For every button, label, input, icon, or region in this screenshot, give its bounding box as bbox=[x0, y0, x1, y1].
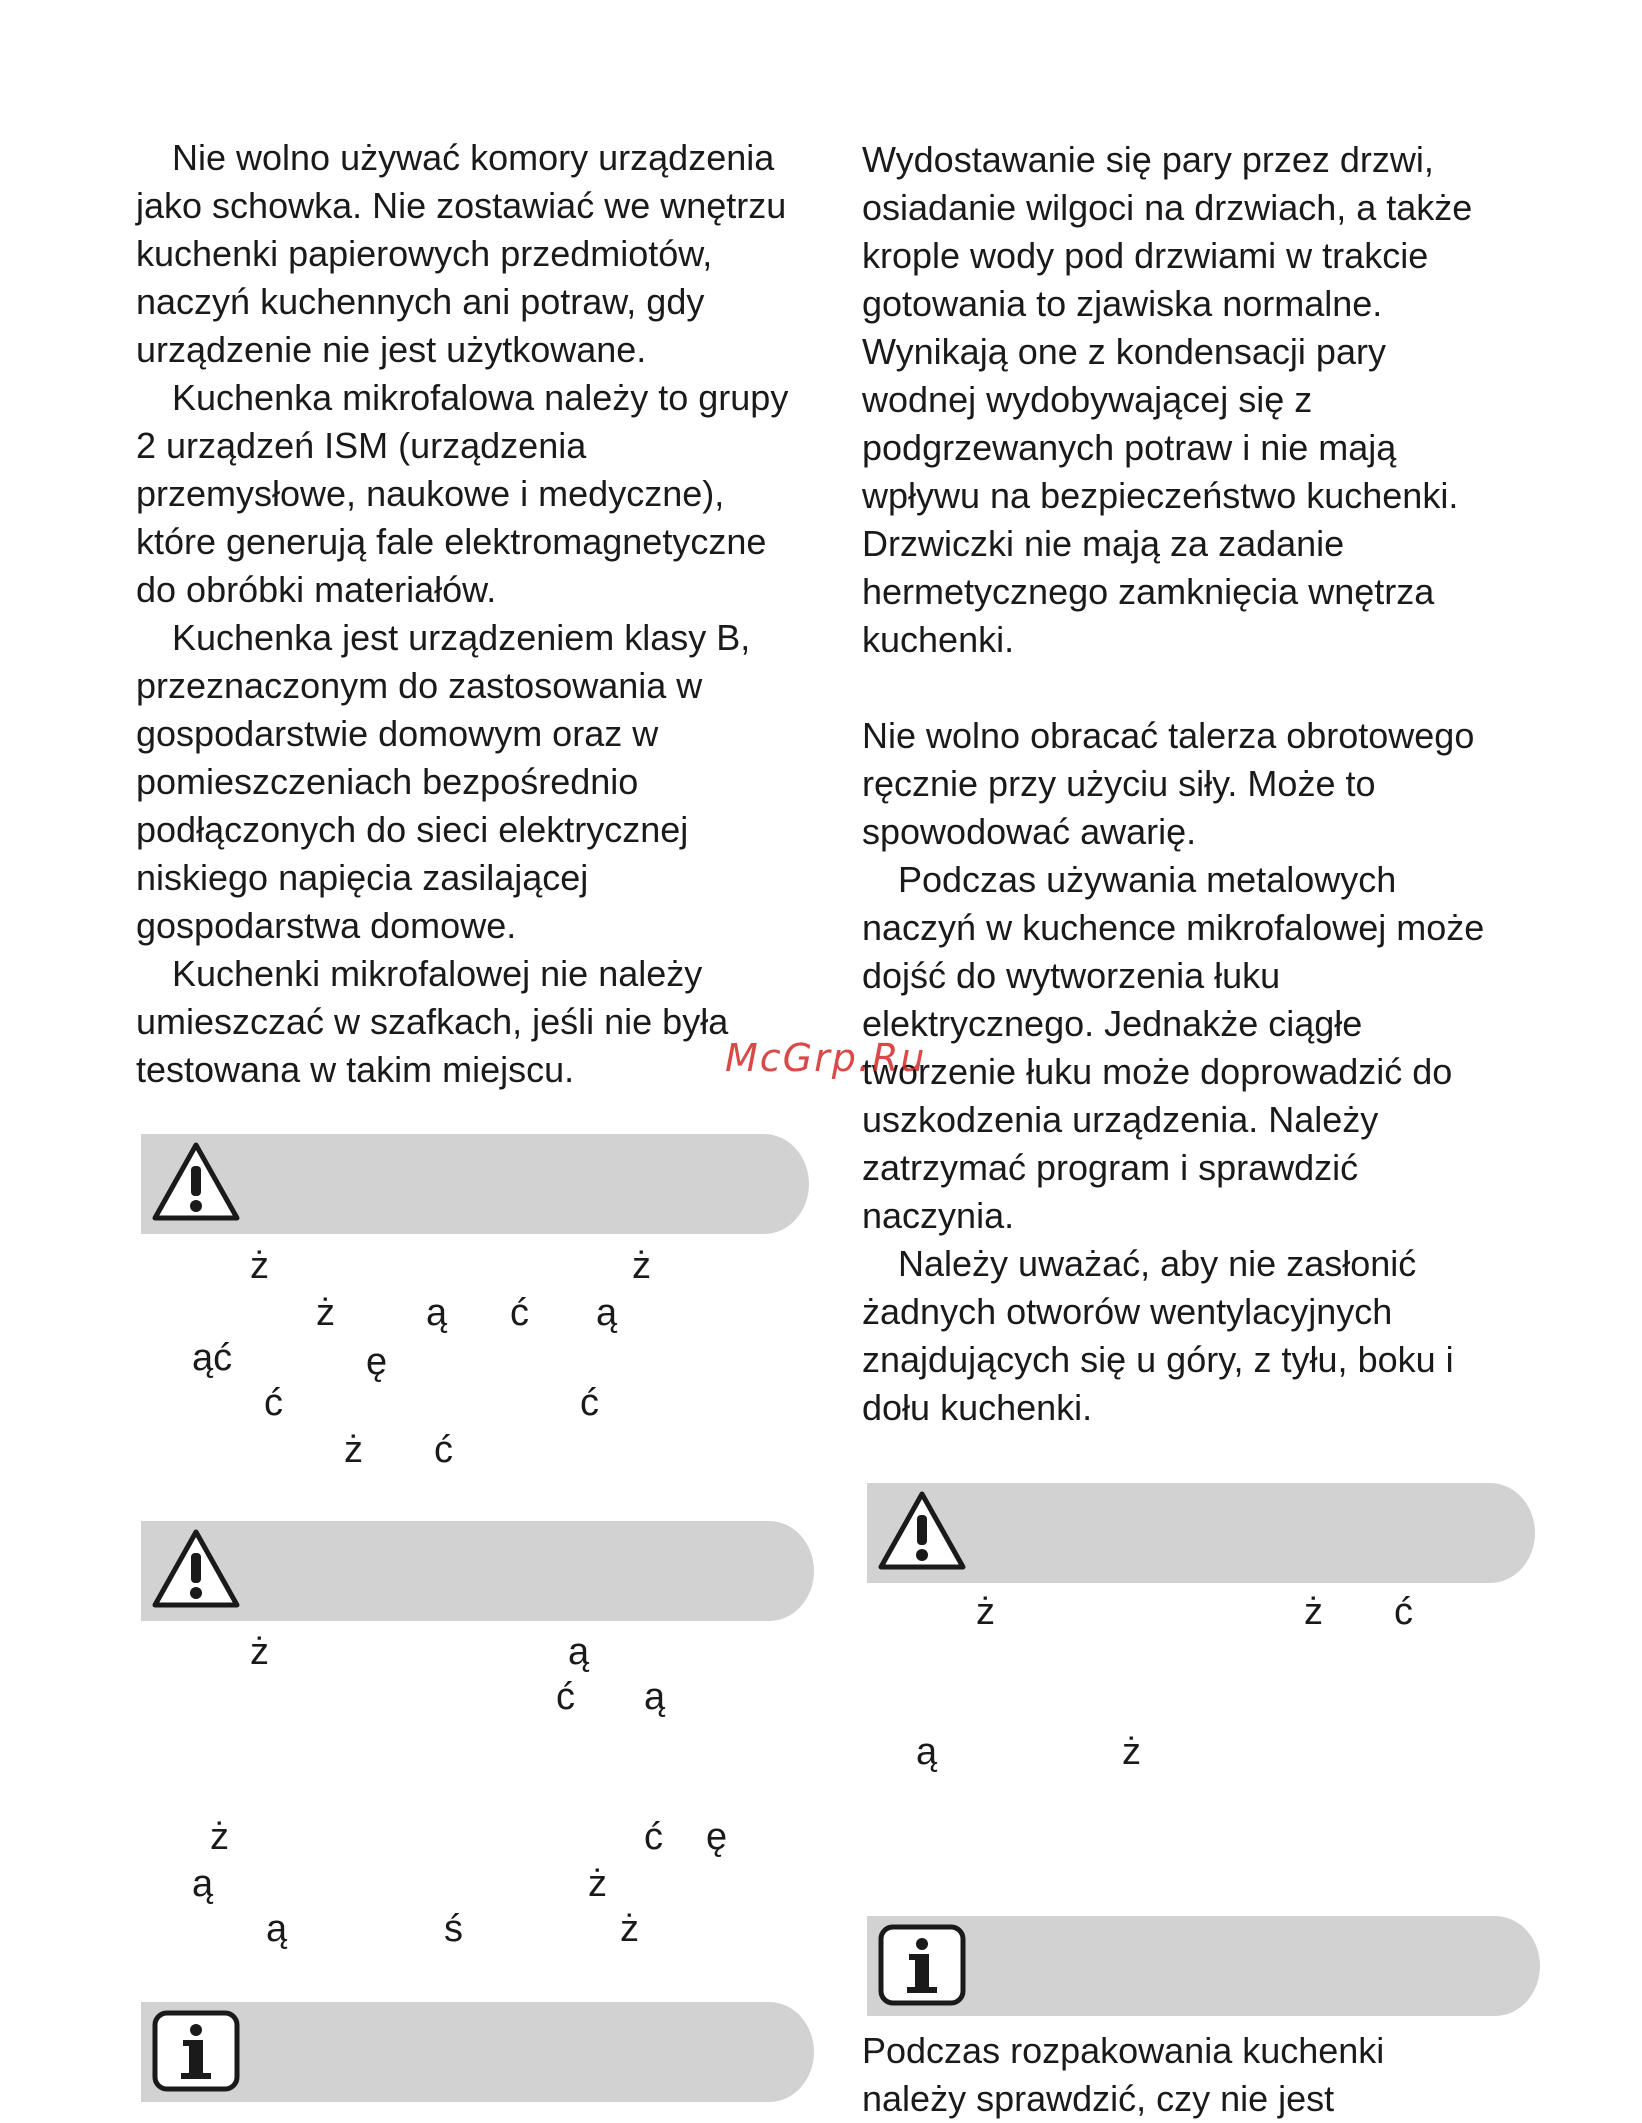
glyph: ż bbox=[632, 1245, 651, 1287]
warning-triangle-icon bbox=[150, 1140, 242, 1224]
glyph: ż bbox=[588, 1863, 607, 1905]
glyph: ż bbox=[316, 1292, 335, 1334]
glyph: ż bbox=[250, 1245, 269, 1287]
glyph: ąć bbox=[192, 1337, 233, 1379]
watermark: McGrp.Ru bbox=[725, 1036, 927, 1080]
paragraph-steam: Wydostawanie się pary przez drzwi, osiadanie wilgoci na drzwiach, a także krople wody pod drzwiami w trakcie gotowania to zjawiska normalne. Wynikają one z kondensacji pary wodnej wydobywającej się z podgrzewanych potraw i nie mają wpływu na bezpieczeństwo kuchenki. Drzwiczki nie mają za zadanie hermetycznego zamknięcia wnętrza kuchenki. bbox=[862, 139, 1473, 660]
glyph: ą bbox=[568, 1631, 590, 1673]
glyph: ę bbox=[706, 1816, 728, 1858]
glyph: ą bbox=[644, 1676, 666, 1718]
glyph: ć bbox=[644, 1816, 663, 1858]
paragraph-ism-group: Kuchenka mikrofalowa należy to grupy 2 urządzeń ISM (urządzenia przemysłowe, naukowe i medyczne), które generują fale elektromagnetyczne do obróbki materiałów. bbox=[136, 377, 789, 610]
paragraph-cabinets: Kuchenki mikrofalowej nie należy umieszczać w szafkach, jeśli nie była testowana w takim miejscu. bbox=[136, 953, 729, 1090]
info-icon bbox=[152, 2010, 240, 2092]
glyph: ż bbox=[210, 1816, 229, 1858]
glyph: ż bbox=[1304, 1591, 1323, 1633]
warning-triangle-icon bbox=[876, 1489, 968, 1573]
paragraph-class-b: Kuchenka jest urządzeniem klasy B, przeznaczonym do zastosowania w gospodarstwie domowym oraz w pomieszczeniach bezpośrednio podłączonych do sieci elektrycznej niskiego napięcia zasilającej gospodarstwa domowe. bbox=[136, 617, 751, 946]
glyph: ć bbox=[556, 1676, 575, 1718]
paragraph-metal-arcing: Podczas używania metalowych naczyń w kuchence mikrofalowej może dojść do wytworzenia łuku elektrycznego. Jednakże ciągłe tworzenie łuku może doprowadzić do uszkodzenia urządzenia. Należy zatrzymać program i sprawdzić naczynia. bbox=[862, 859, 1485, 1236]
left-column bbox=[136, 134, 826, 1094]
paragraph-ventilation: Należy uważać, aby nie zasłonić żadnych otworów wentylacyjnych znajdujących się u góry, z tyłu, boku i dołu kuchenki. bbox=[862, 1243, 1454, 1428]
right-column bbox=[862, 136, 1562, 1432]
glyph: ż bbox=[620, 1908, 639, 1950]
glyph: ę bbox=[366, 1341, 388, 1383]
glyph: ć bbox=[264, 1382, 283, 1424]
glyph: ć bbox=[434, 1429, 453, 1471]
glyph: ż bbox=[250, 1631, 269, 1673]
glyph: ą bbox=[192, 1863, 214, 1905]
glyph: ą bbox=[266, 1908, 288, 1950]
glyph: ą bbox=[596, 1292, 618, 1334]
glyph: ą bbox=[426, 1292, 448, 1334]
info-box-2 bbox=[867, 1916, 1540, 2016]
glyph: ą bbox=[916, 1731, 938, 1773]
paragraph-turntable: Nie wolno obracać talerza obrotowego ręcznie przy użyciu siły. Może to spowodować awarię. bbox=[862, 715, 1475, 852]
glyph: ś bbox=[444, 1908, 463, 1950]
paragraph-unpacking: Podczas rozpakowania kuchenki należy sprawdzić, czy nie jest bbox=[862, 2030, 1385, 2119]
warning-triangle-icon bbox=[150, 1527, 242, 1611]
info-icon bbox=[878, 1924, 966, 2006]
glyph: ż bbox=[344, 1429, 363, 1471]
info-box-1 bbox=[141, 2002, 814, 2102]
glyph: ć bbox=[580, 1382, 599, 1424]
paragraph-storage: Nie wolno używać komory urządzenia jako schowka. Nie zostawiać we wnętrzu kuchenki papierowych przedmiotów, naczyń kuchennych ani potraw, gdy urządzenie nie jest użytkowane. bbox=[136, 137, 787, 370]
glyph: ć bbox=[1394, 1591, 1413, 1633]
glyph: ż bbox=[976, 1591, 995, 1633]
glyph: ż bbox=[1122, 1731, 1141, 1773]
glyph: ć bbox=[510, 1292, 529, 1334]
